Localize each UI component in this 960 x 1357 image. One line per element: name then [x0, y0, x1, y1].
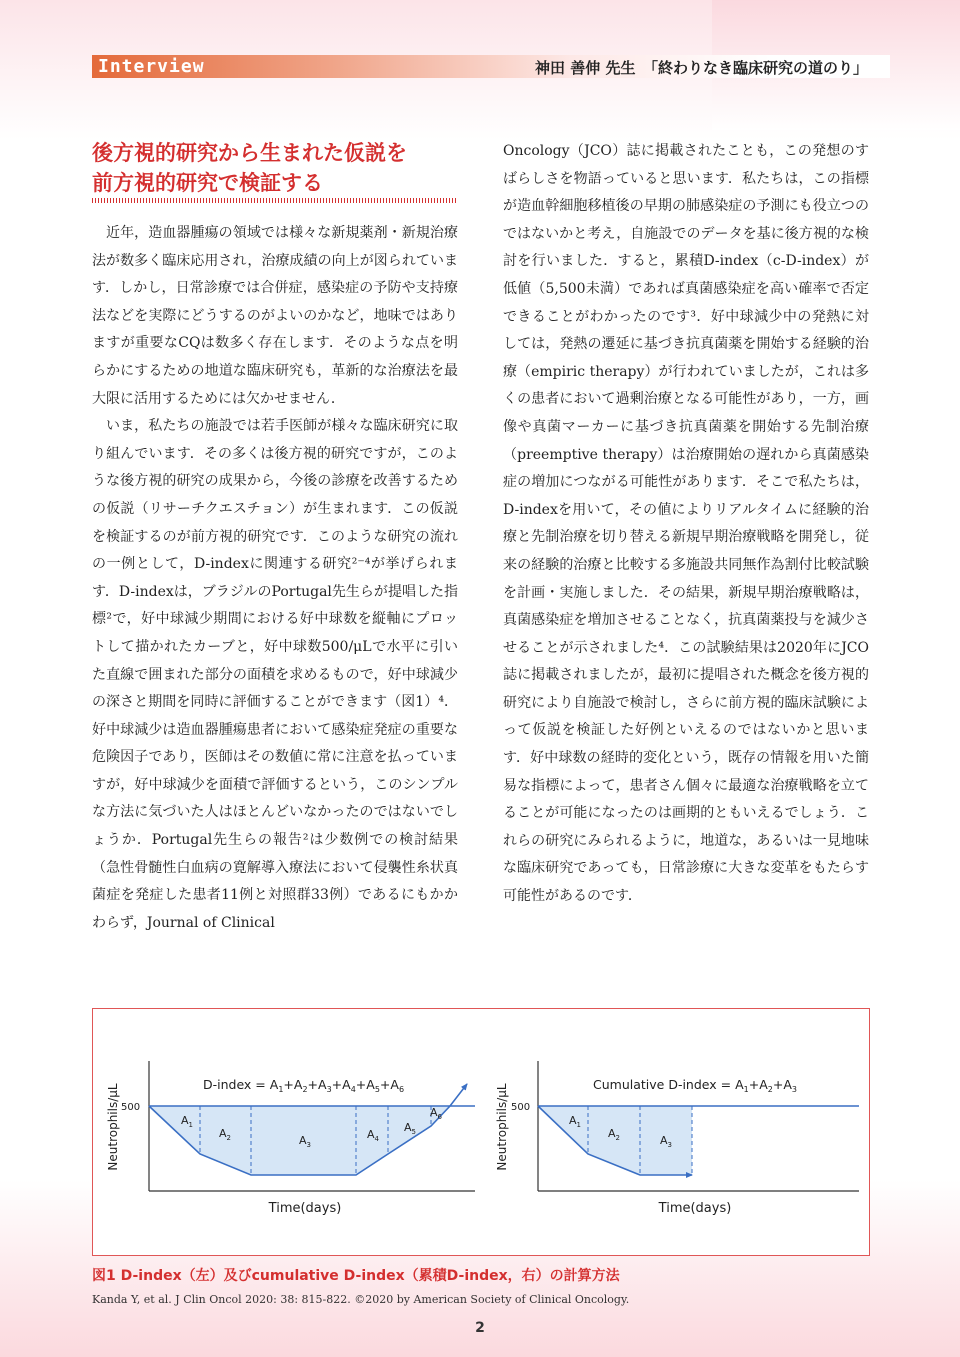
- paragraph: いま，私たちの施設では若手医師が様々な臨床研究に取り組んでいます．その多くは後方視的研究ですが，このような後方視的研究の成果から，今後の診療を改善するための仮説（リサーチクエスチョン）が生まれます．この仮説を検証するのが前方視的研究です．このような研究の流れの一例として，D-indexに関連する研究²⁻⁴が挙げられます．D-indexは，ブラジルのPortugal先生らが提唱した指標²で，好中球減少期間における好中球数を縦軸にプロットして描かれたカーブと，好中球数500/μLで水平に引いた直線で囲まれた部分の面積を求めるもので，好中球減少の深さと期間を同時に評価することができます（図1）⁴．好中球減少は造血器腫瘍患者において感染症発症の重要な危険因子であり，医師はその数値に常に注意を払っていますが，好中球減少を面積で評価するという，このシンプルな方法に気づいた人はほとんどいなかったのではないでしょうか．Portugal先生らの報告²は少数例での検討結果（急性骨髄性白血病の寛解導入療法において侵襲性糸状真菌症を発症した患者11例と対照群33例）であるにもかかわらず，Journal of Clinical: [92, 418, 458, 931]
- figure-caption: 図1 D-index（左）及びcumulative D-index（累積D-index，右）の計算方法: [92, 1268, 620, 1284]
- svg-text:A2: $A_2$: [219, 1127, 231, 1142]
- interview-logo: Interview: [98, 56, 205, 77]
- page-number: 2: [475, 1320, 485, 1336]
- svg-text:A5: $A_5$: [404, 1121, 416, 1136]
- svg-text:A4: $A_4$: [367, 1128, 379, 1143]
- section-title-line1: 後方視的研究から生まれた仮説を: [92, 141, 407, 165]
- x-axis-label: Time(days): [268, 1201, 342, 1216]
- running-title: 神田 善伸 先生 「終わりなき臨床研究の道のり」: [535, 59, 868, 77]
- figure-chart: [93, 1009, 871, 1257]
- x-axis-label: Time(days): [658, 1201, 732, 1216]
- figure-box: [92, 1008, 870, 1256]
- d-index-chart: [106, 1061, 475, 1216]
- svg-text:A3: $A_3$: [299, 1134, 311, 1149]
- left-column: [92, 220, 458, 937]
- cumulative-d-index-chart: [495, 1061, 859, 1216]
- svg-text:A6: $A_6$: [430, 1106, 442, 1121]
- section-title-line2: 前方視的研究で検証する: [92, 171, 323, 195]
- section-divider: [92, 198, 458, 203]
- chart-title: D-index = $A_1+A_2+A_3+A_4+A_5+A_6$: [203, 1077, 405, 1094]
- y-tick-label: 500: [121, 1102, 141, 1113]
- paragraph: 近年，造血器腫瘍の領域では様々な新規薬剤・新規治療法が数多く臨床応用され，治療成績の向上が図られています．しかし，日常診療では合併症，感染症の予防や支持療法などを実際にどうするのがよいのかなど，地味ではありますが重要なCQは数多く存在します．そのような点を明らかにするための地道な臨床研究も，革新的な治療法を最大限に活用するためには欠かせません．: [92, 225, 458, 407]
- y-tick-label: 500: [511, 1102, 531, 1113]
- y-axis-label: Neutrophils/μL: [495, 1083, 509, 1171]
- chart-title: Cumulative D-index = $A_1+A_2+A_3$: [593, 1077, 797, 1094]
- figure-citation: Kanda Y, et al. J Clin Oncol 2020: 38: 815-822. ©2020 by American Society of Clinical Oncology.: [92, 1293, 630, 1306]
- svg-text:A3: $A_3$: [660, 1134, 672, 1149]
- svg-text:A1: $A_1$: [181, 1114, 193, 1129]
- svg-text:A1: $A_1$: [569, 1114, 581, 1129]
- paragraph: Oncology（JCO）誌に掲載されたことも，この発想のすばらしさを物語っていると思います．私たちは，この指標が造血幹細胞移植後の早期の肺感染症の予測にも役立つのではないかと考え，自施設でのデータを基に後方視的な検討を行いました．すると，累積D-index（c-D-index）が低値（5,500未満）であれば真菌感染症を高い確率で否定できることがわかったのです³．好中球減少中の発熱に対しては，発熱の遷延に基づき抗真菌薬を開始する経験的治療（empiric therapy）が行われていましたが，これは多くの患者において過剰治療となる可能性があり，一方，画像や真菌マーカーに基づき抗真菌薬を開始する先制治療（preemptive therapy）は治療開始の遅れから真菌感染症の増加につながる可能性があります．そこで私たちは，D-indexを用いて，その値によりリアルタイムに経験的治療と先制治療を切り替える新規早期治療戦略を開発し，従来の経験的治療と比較する多施設共同無作為割付比較試験を計画・実施しました．その結果，新規早期治療戦略は，真菌感染症を増加させることなく，抗真菌薬投与を減少させることが示されました⁴．この試験結果は2020年にJCO誌に掲載されましたが，最初に提唱された概念を後方視的研究により自施設で検討し，さらに前方視的臨床試験によって仮説を検証した好例といえるのではないかと思います．好中球数の経時的変化という，既存の情報を用いた簡易な指標によって，患者さん個々に最適な治療戦略を立てることが可能になったのは画期的ともいえるでしょう．これらの研究にみられるように，地道な，あるいは一見地味な臨床研究であっても，日常診療に大きな変革をもたらす可能性があるのです．: [503, 143, 870, 905]
- section-title: [92, 138, 462, 198]
- right-column: [503, 138, 869, 911]
- y-axis-label: Neutrophils/μL: [106, 1083, 120, 1171]
- svg-text:A2: $A_2$: [608, 1127, 620, 1142]
